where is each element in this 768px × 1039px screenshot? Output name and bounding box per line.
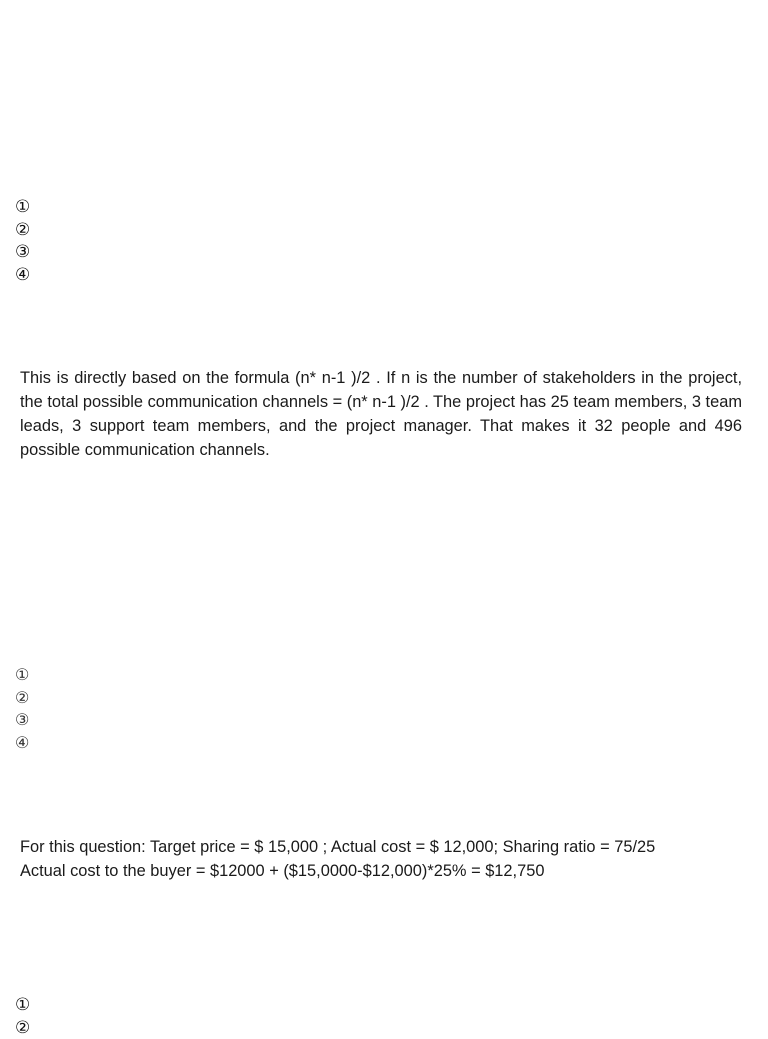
question-2-options [15,664,29,754]
explanation-line: For this question: Target price = $ 15,000 ; Actual cost = $ 12,000; Sharing ratio = 75/25 [20,835,742,859]
option-3-marker[interactable]: ③ [15,709,29,732]
option-1-marker[interactable]: ① [15,664,29,687]
option-4-marker[interactable]: ④ [15,264,30,287]
option-3-marker[interactable]: ③ [15,241,30,264]
option-4-marker[interactable]: ④ [15,732,29,755]
question-1-options [15,196,30,286]
option-1-marker[interactable]: ① [15,196,30,219]
question-3-options [15,994,30,1039]
question-2-explanation [20,835,742,883]
option-2-marker[interactable]: ② [15,219,30,242]
option-1-marker[interactable]: ① [15,994,30,1017]
question-1-explanation: This is directly based on the formula (n* n-1 )/2 . If n is the number of stakeholders in the project, the total possible communication channels = (n* n-1 )/2 . The project has 25 team members, 3 team leads, 3 support team members, and the project manager. That makes it 32 people and 496 possible communication channels. [20,366,742,462]
option-2-marker[interactable]: ② [15,1017,30,1039]
option-2-marker[interactable]: ② [15,687,29,710]
explanation-line: Actual cost to the buyer = $12000 + ($15,0000-$12,000)*25% = $12,750 [20,859,742,883]
